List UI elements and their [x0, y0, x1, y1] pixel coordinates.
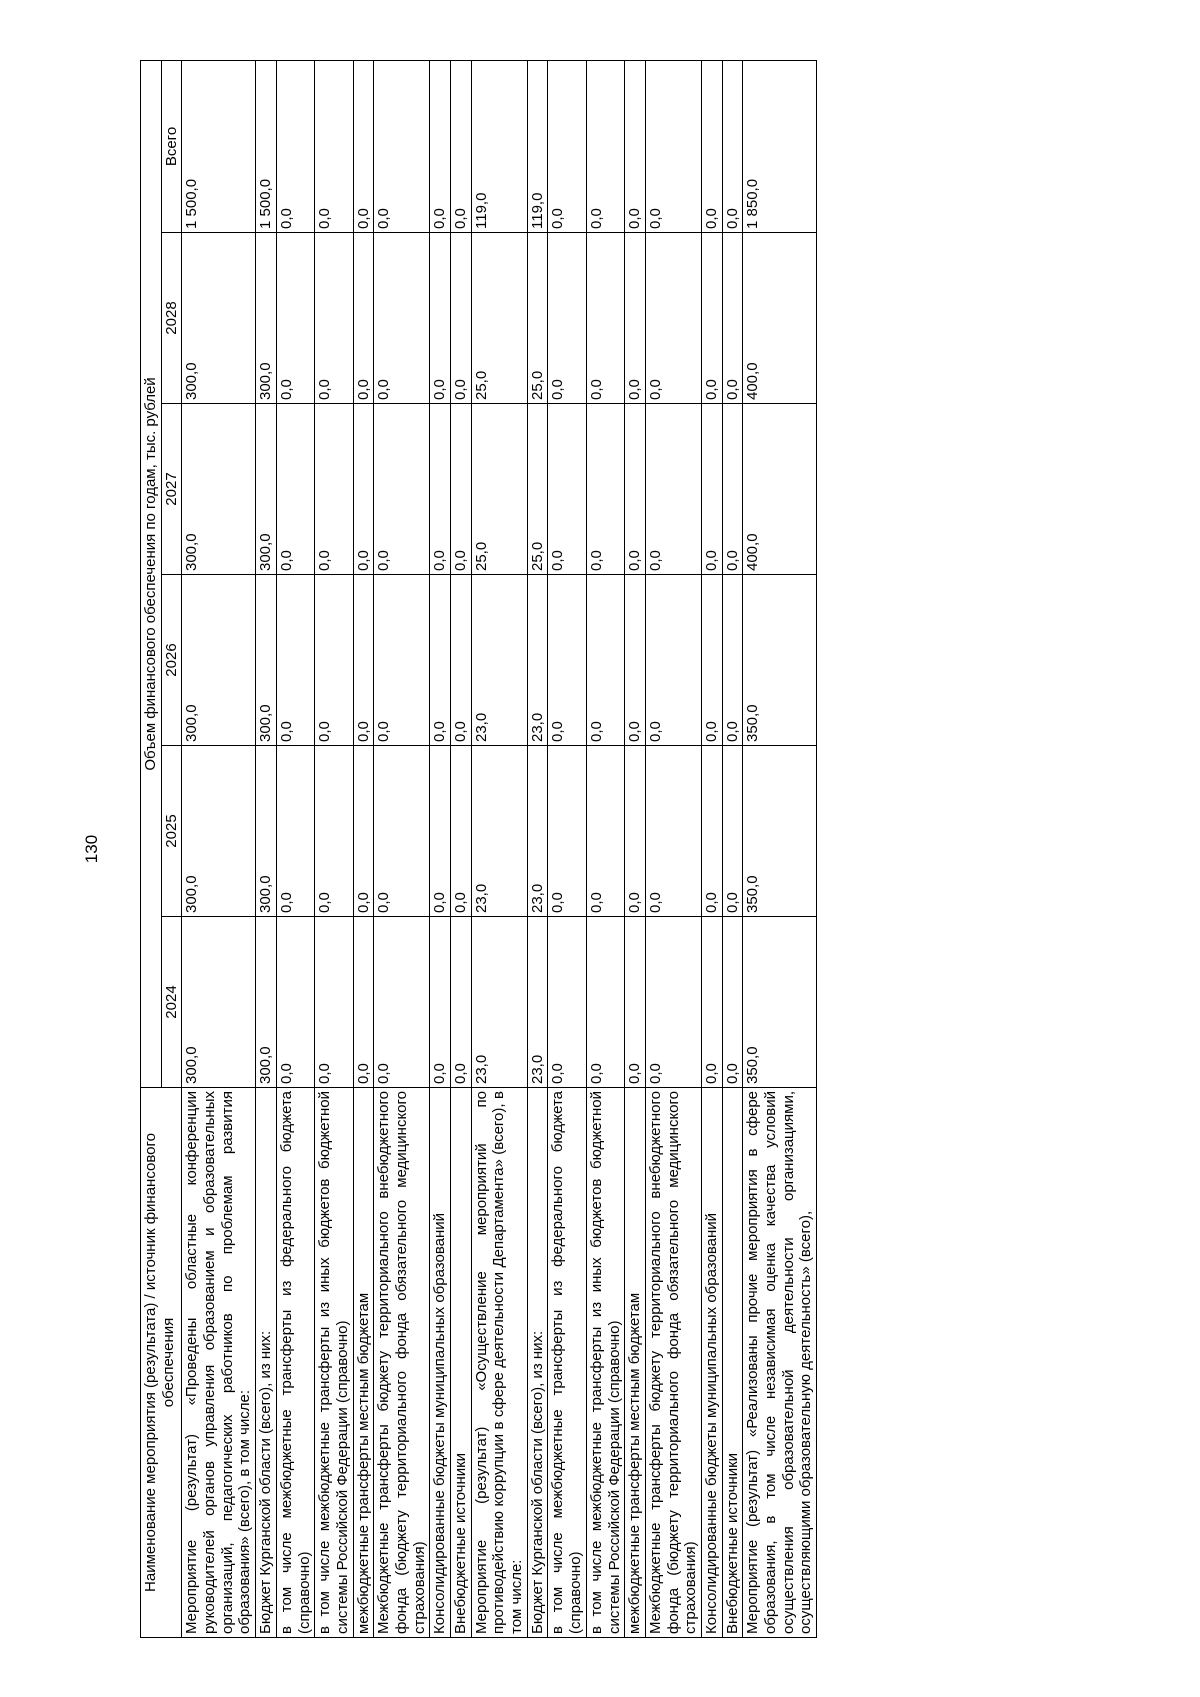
total-cell: 0,0	[645, 60, 701, 232]
value-cell: 300,0	[182, 233, 256, 404]
table-row	[701, 60, 722, 1637]
value-cell: 0,0	[586, 917, 624, 1088]
value-cell: 0,0	[276, 233, 314, 404]
value-cell: 0,0	[548, 404, 586, 575]
value-cell: 0,0	[586, 233, 624, 404]
value-cell: 350,0	[743, 917, 817, 1088]
value-cell: 0,0	[548, 917, 586, 1088]
total-cell: 0,0	[374, 60, 430, 232]
measure-name-cell: Мероприятие (результат) «Реализованы прочие мероприятия в сфере образования, в том числе независимая оценка качества условий осуществления образовательной деятельности организациями, осуществляющими образовательную деятельность» (всего),	[743, 1088, 817, 1638]
value-cell: 0,0	[722, 233, 743, 404]
value-cell: 0,0	[353, 233, 374, 404]
source-name-cell: Межбюджетные трансферты бюджету территориального внебюджетного фонда (бюджету территориального фонда обязательного медицинского страхования)	[645, 1088, 701, 1638]
measure-name-cell: Мероприятие (результат) «Проведены областные конференции руководителей органов управления образованием и образовательных организаций, педагогических работников по проблемам развития образования» (всего), в том числе:	[182, 1088, 256, 1638]
value-cell: 0,0	[625, 746, 646, 917]
value-cell: 0,0	[276, 575, 314, 746]
value-cell: 0,0	[276, 404, 314, 575]
total-cell: 0,0	[625, 60, 646, 232]
source-name-cell: межбюджетные трансферты местным бюджетам	[353, 1088, 374, 1638]
value-cell: 0,0	[548, 575, 586, 746]
value-cell: 0,0	[645, 233, 701, 404]
total-cell: 0,0	[586, 60, 624, 232]
value-cell: 350,0	[743, 575, 817, 746]
total-cell: 0,0	[548, 60, 586, 232]
header-year: 2026	[161, 575, 182, 746]
total-cell: 1 500,0	[182, 60, 256, 232]
value-cell: 300,0	[256, 746, 277, 917]
value-cell: 25,0	[527, 233, 548, 404]
source-name-cell: Консолидированные бюджеты муниципальных образований	[430, 1088, 451, 1638]
value-cell: 0,0	[374, 404, 430, 575]
total-cell: 0,0	[353, 60, 374, 232]
value-cell: 300,0	[256, 233, 277, 404]
value-cell: 0,0	[315, 575, 353, 746]
source-name-cell: Внебюджетные источники	[451, 1088, 472, 1638]
value-cell: 0,0	[586, 746, 624, 917]
page-number: 130	[82, 834, 101, 864]
value-cell: 0,0	[701, 233, 722, 404]
value-cell: 0,0	[315, 404, 353, 575]
value-cell: 0,0	[353, 917, 374, 1088]
source-name-cell: Внебюджетные источники	[722, 1088, 743, 1638]
value-cell: 0,0	[353, 404, 374, 575]
value-cell: 0,0	[722, 917, 743, 1088]
value-cell: 0,0	[701, 746, 722, 917]
value-cell: 25,0	[527, 404, 548, 575]
source-name-cell: в том числе межбюджетные трансферты из федерального бюджета (справочно)	[548, 1088, 586, 1638]
value-cell: 0,0	[722, 746, 743, 917]
value-cell: 0,0	[722, 404, 743, 575]
value-cell: 0,0	[430, 575, 451, 746]
value-cell: 300,0	[182, 575, 256, 746]
value-cell: 300,0	[256, 917, 277, 1088]
value-cell: 0,0	[625, 404, 646, 575]
value-cell: 0,0	[430, 404, 451, 575]
value-cell: 0,0	[451, 917, 472, 1088]
value-cell: 0,0	[451, 233, 472, 404]
value-cell: 23,0	[527, 746, 548, 917]
value-cell: 23,0	[471, 917, 527, 1088]
value-cell: 0,0	[586, 575, 624, 746]
value-cell: 0,0	[315, 746, 353, 917]
value-cell: 300,0	[256, 575, 277, 746]
table-row	[471, 60, 527, 1637]
value-cell: 0,0	[645, 404, 701, 575]
value-cell: 0,0	[625, 917, 646, 1088]
value-cell: 0,0	[374, 575, 430, 746]
value-cell: 23,0	[471, 746, 527, 917]
value-cell: 0,0	[374, 233, 430, 404]
value-cell: 0,0	[451, 575, 472, 746]
total-cell: 119,0	[527, 60, 548, 232]
table-row	[527, 60, 548, 1637]
total-cell: 0,0	[276, 60, 314, 232]
value-cell: 25,0	[471, 404, 527, 575]
table-row	[276, 60, 314, 1637]
value-cell: 0,0	[430, 746, 451, 917]
source-name-cell: Бюджет Курганской области (всего), из них:	[256, 1088, 277, 1638]
value-cell: 300,0	[182, 746, 256, 917]
value-cell: 25,0	[471, 233, 527, 404]
value-cell: 350,0	[743, 746, 817, 917]
total-cell: 0,0	[722, 60, 743, 232]
table-row	[315, 60, 353, 1637]
header-year: 2027	[161, 404, 182, 575]
total-cell: 0,0	[701, 60, 722, 232]
value-cell: 0,0	[548, 233, 586, 404]
value-cell: 0,0	[374, 917, 430, 1088]
value-cell: 0,0	[353, 575, 374, 746]
source-name-cell: в том числе межбюджетные трансферты из федерального бюджета (справочно)	[276, 1088, 314, 1638]
source-name-cell: в том числе межбюджетные трансферты из иных бюджетов бюджетной системы Российской Федерации (справочно)	[586, 1088, 624, 1638]
value-cell: 0,0	[645, 746, 701, 917]
total-cell: 0,0	[315, 60, 353, 232]
value-cell: 0,0	[586, 404, 624, 575]
table-row	[256, 60, 277, 1637]
value-cell: 300,0	[182, 404, 256, 575]
value-cell: 23,0	[527, 917, 548, 1088]
value-cell: 400,0	[743, 233, 817, 404]
source-name-cell: Межбюджетные трансферты бюджету территориального внебюджетного фонда (бюджету территориального фонда обязательного медицинского страхования)	[374, 1088, 430, 1638]
total-cell: 119,0	[471, 60, 527, 232]
value-cell: 0,0	[722, 575, 743, 746]
value-cell: 0,0	[276, 746, 314, 917]
financing-table	[140, 60, 817, 1638]
total-cell: 0,0	[451, 60, 472, 232]
table-row	[548, 60, 586, 1637]
table-row	[586, 60, 624, 1637]
value-cell: 0,0	[548, 746, 586, 917]
table-row	[374, 60, 430, 1637]
total-cell: 0,0	[430, 60, 451, 232]
value-cell: 0,0	[315, 917, 353, 1088]
table-row	[451, 60, 472, 1637]
value-cell: 0,0	[701, 575, 722, 746]
value-cell: 300,0	[256, 404, 277, 575]
header-year: 2024	[161, 917, 182, 1088]
value-cell: 0,0	[451, 746, 472, 917]
value-cell: 0,0	[625, 233, 646, 404]
value-cell: 23,0	[527, 575, 548, 746]
table-row	[182, 60, 256, 1637]
table-row	[645, 60, 701, 1637]
source-name-cell: Консолидированные бюджеты муниципальных образований	[701, 1088, 722, 1638]
table-row	[625, 60, 646, 1637]
value-cell: 0,0	[353, 746, 374, 917]
header-total: Всего	[161, 60, 182, 232]
table-row	[722, 60, 743, 1637]
table-row	[353, 60, 374, 1637]
value-cell: 0,0	[701, 404, 722, 575]
header-year: 2028	[161, 233, 182, 404]
header-year: 2025	[161, 746, 182, 917]
value-cell: 300,0	[182, 917, 256, 1088]
value-cell: 0,0	[430, 233, 451, 404]
table-row	[743, 60, 817, 1637]
value-cell: 0,0	[645, 575, 701, 746]
value-cell: 0,0	[645, 917, 701, 1088]
total-cell: 1 850,0	[743, 60, 817, 232]
value-cell: 0,0	[451, 404, 472, 575]
value-cell: 0,0	[276, 917, 314, 1088]
source-name-cell: Бюджет Курганской области (всего), из них:	[527, 1088, 548, 1638]
source-name-cell: в том числе межбюджетные трансферты из иных бюджетов бюджетной системы Российской Федерации (справочно)	[315, 1088, 353, 1638]
landscape-sheet	[82, 60, 1076, 1638]
source-name-cell: межбюджетные трансферты местным бюджетам	[625, 1088, 646, 1638]
table-row	[430, 60, 451, 1637]
value-cell: 0,0	[374, 746, 430, 917]
value-cell: 0,0	[625, 575, 646, 746]
value-cell: 400,0	[743, 404, 817, 575]
total-cell: 1 500,0	[256, 60, 277, 232]
header-volume-title: Объем финансового обеспечения по годам, тыс. рублей	[141, 60, 162, 1087]
header-name-column: Наименование мероприятия (результата) / источник финансового обеспечения	[141, 1088, 182, 1638]
value-cell: 0,0	[701, 917, 722, 1088]
measure-name-cell: Мероприятие (результат) «Осуществление мероприятий по противодействию коррупции в сфере деятельности Департамента» (всего), в том числе:	[471, 1088, 527, 1638]
value-cell: 0,0	[315, 233, 353, 404]
value-cell: 23,0	[471, 575, 527, 746]
value-cell: 0,0	[430, 917, 451, 1088]
